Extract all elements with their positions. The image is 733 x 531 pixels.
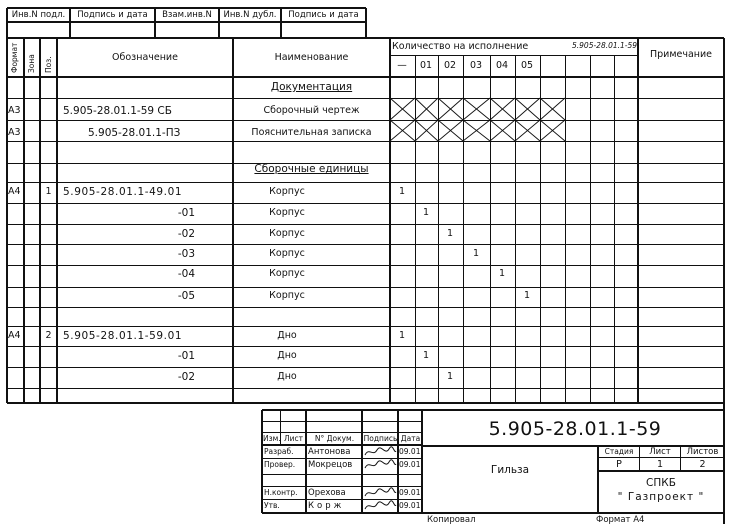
unit-row-designation: 5.905-28.01.1-49.01 xyxy=(63,186,183,198)
column-header-name: Наименование xyxy=(274,52,349,63)
unit-row-quantity: 1 xyxy=(446,371,454,382)
signature-role: Н.контр. xyxy=(264,488,298,497)
exec-column-header: 01 xyxy=(419,60,433,71)
rule-line xyxy=(261,410,262,513)
exec-column-header: 04 xyxy=(495,60,509,71)
unit-row-quantity: 1 xyxy=(398,186,406,197)
unit-row-name: Дно xyxy=(277,350,297,361)
unit-row-quantity: 1 xyxy=(523,290,531,301)
unit-row-name: Дно xyxy=(277,371,297,382)
unit-row-designation: -05 xyxy=(177,290,195,302)
sheet-label: Лист xyxy=(649,447,671,457)
doc-row-name: Пояснительная записка xyxy=(251,127,372,138)
title-block-header: Лист xyxy=(283,434,303,443)
section-documentation: Документация xyxy=(270,81,353,93)
doc-row-name: Сборочный чертеж xyxy=(263,105,360,116)
title-block-header: Изм. xyxy=(263,434,281,443)
unit-row-designation: -04 xyxy=(177,268,195,280)
organization-name-quoted: " Газпроект " xyxy=(617,491,705,503)
unit-row-name: Корпус xyxy=(269,186,305,197)
top-stamp-cell-label: Инв.N подл. xyxy=(11,10,66,20)
exec-column-header: 03 xyxy=(469,60,483,71)
rule-line xyxy=(421,410,422,513)
exec-column-header: 05 xyxy=(520,60,534,71)
rule-line xyxy=(598,470,724,471)
rule-line xyxy=(262,409,724,410)
unit-row-designation: -03 xyxy=(177,248,195,260)
handwritten-signature xyxy=(363,459,397,471)
title-block-header: Дата xyxy=(400,434,421,443)
signature-person: Орехова xyxy=(308,488,346,498)
rule-line xyxy=(262,512,724,513)
column-header-format: Формат xyxy=(10,42,19,73)
unit-row-position: 2 xyxy=(45,330,52,341)
document-title: Гильза xyxy=(490,464,530,476)
unit-row-quantity: 1 xyxy=(422,207,430,218)
footer-format: Формат А4 xyxy=(596,515,645,525)
sheets-label: Листов xyxy=(686,447,719,457)
unit-row-designation: -01 xyxy=(177,350,195,362)
unit-row-format: A4 xyxy=(8,330,21,341)
title-block-header: N° Докум. xyxy=(314,434,355,443)
unit-row-quantity: 1 xyxy=(472,248,480,259)
unit-row-name: Дно xyxy=(277,330,297,341)
unit-row-name: Корпус xyxy=(269,268,305,279)
exec-column-header: 02 xyxy=(443,60,457,71)
column-header-zone: Зона xyxy=(27,54,36,73)
doc-row-format: A3 xyxy=(8,105,21,116)
exec-column-header: — xyxy=(397,60,407,71)
section-assembly-units: Сборочные единицы xyxy=(254,163,369,175)
signature-date: 09.01 xyxy=(399,447,421,456)
unit-row-quantity: 1 xyxy=(446,228,454,239)
unit-row-designation: -02 xyxy=(177,371,195,383)
unit-row-designation: 5.905-28.01.1-59.01 xyxy=(63,330,183,342)
top-stamp-cell-label: Подпись и дата xyxy=(288,10,359,20)
unit-row-designation: -02 xyxy=(177,228,195,240)
signature-role: Провер. xyxy=(264,460,296,469)
signature-role: Утв. xyxy=(264,501,280,510)
column-header-quantity-doc: 5.905-28.01.1-59 xyxy=(572,41,638,50)
signature-date: 09.01 xyxy=(399,501,421,510)
doc-row-designation: 5.905-28.01.1-ПЗ xyxy=(88,127,181,139)
column-header-note: Примечание xyxy=(649,49,713,60)
unit-row-name: Корпус xyxy=(269,207,305,218)
unit-row-name: Корпус xyxy=(269,228,305,239)
column-header-position: Поз. xyxy=(44,56,53,73)
signature-person: Антонова xyxy=(308,447,351,457)
title-block-header: Подпись xyxy=(363,434,398,443)
column-header-designation: Обозначение xyxy=(112,52,178,63)
top-stamp-cell-label: Инв.N дубл. xyxy=(223,10,277,20)
unit-row-quantity: 1 xyxy=(498,268,506,279)
signature-person: Корж xyxy=(308,501,345,511)
sheet-value: 1 xyxy=(656,459,664,470)
organization-name: СПКБ xyxy=(646,477,676,489)
stage-value: Р xyxy=(616,459,622,470)
unit-row-name: Корпус xyxy=(269,290,305,301)
signature-date: 09.01 xyxy=(399,460,421,469)
signature-date: 09.01 xyxy=(399,488,421,497)
column-header-quantity: Количество на исполнение xyxy=(392,41,529,52)
sheets-value: 2 xyxy=(699,459,706,470)
rule-line xyxy=(305,410,306,513)
unit-row-position: 1 xyxy=(45,186,52,197)
top-stamp-cell-label: Подпись и дата xyxy=(77,10,148,20)
document-code: 5.905-28.01.1-59 xyxy=(488,418,662,440)
handwritten-signature xyxy=(363,487,397,499)
top-stamp-cell-label: Взам.инв.N xyxy=(162,10,212,20)
stage-label: Стадия xyxy=(604,447,634,456)
unit-row-designation: -01 xyxy=(177,207,195,219)
unit-row-quantity: 1 xyxy=(398,330,406,341)
handwritten-signature xyxy=(363,500,397,512)
unit-row-name: Корпус xyxy=(269,248,305,259)
handwritten-signature xyxy=(363,446,397,458)
unit-row-quantity: 1 xyxy=(422,350,430,361)
doc-row-format: A3 xyxy=(8,127,21,138)
unit-row-format: A4 xyxy=(8,186,21,197)
signature-person: Мокрецов xyxy=(308,460,353,470)
signature-role: Разраб. xyxy=(264,447,294,456)
footer-copied: Копировал xyxy=(427,515,476,525)
doc-row-designation: 5.905-28.01.1-59 СБ xyxy=(63,105,172,117)
